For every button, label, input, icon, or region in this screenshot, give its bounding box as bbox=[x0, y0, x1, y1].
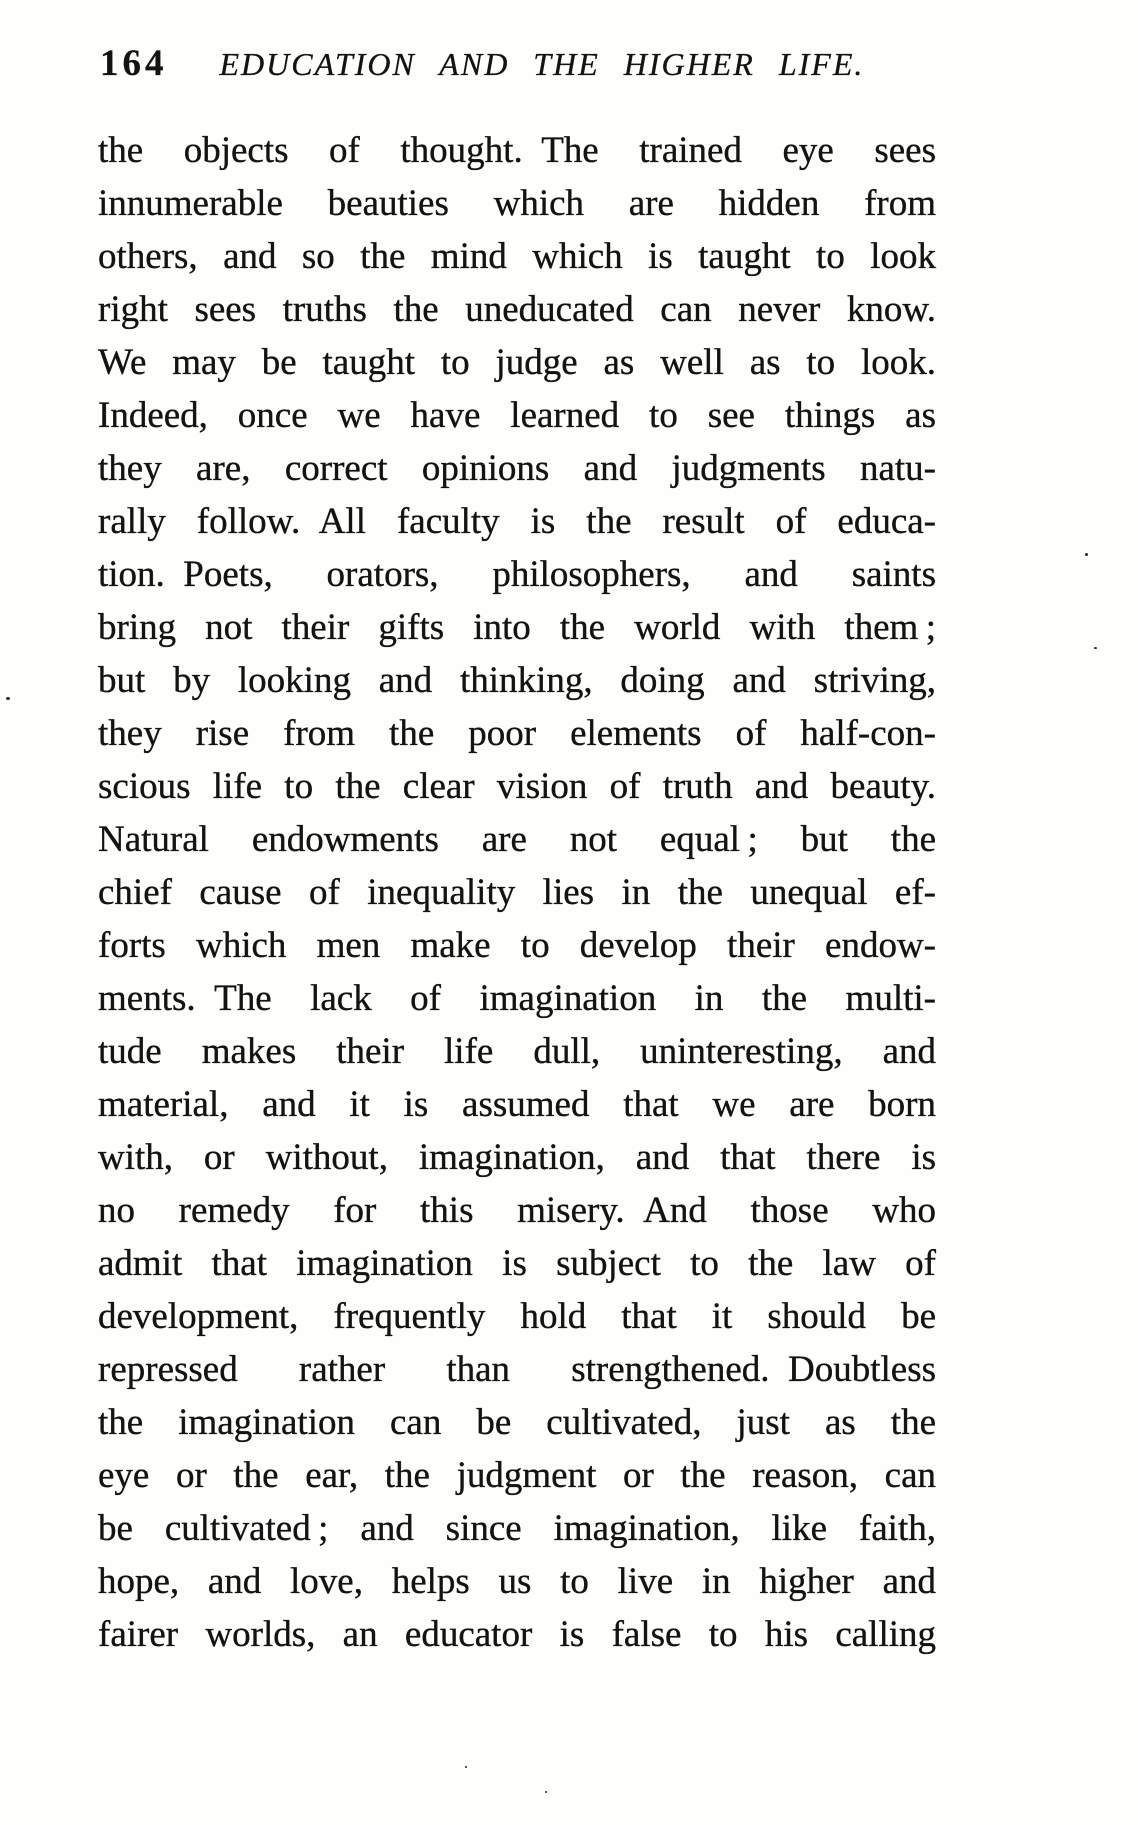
text-line: with, or without, imagination, and that there is bbox=[98, 1137, 936, 1178]
text-line: the imagination can be cultivated, just as the bbox=[98, 1402, 936, 1443]
text-line: ments. The lack of imagination in the multi- bbox=[98, 978, 936, 1019]
text-line: others, and so the mind which is taught to look bbox=[98, 236, 936, 277]
text-line: tion. Poets, orators, philosophers, and saints bbox=[98, 554, 936, 595]
scan-speck bbox=[6, 697, 10, 700]
text-line: hope, and love, helps us to live in higher and bbox=[98, 1561, 936, 1602]
text-line: scious life to the clear vision of truth and beauty. bbox=[98, 766, 936, 807]
text-line: rally follow. All faculty is the result of educa- bbox=[98, 501, 936, 542]
text-line: be cultivated ; and since imagination, like faith, bbox=[98, 1508, 936, 1549]
page-number: 164 bbox=[100, 43, 168, 84]
text-line: Indeed, once we have learned to see things as bbox=[98, 395, 936, 436]
text-line: the objects of thought. The trained eye sees bbox=[98, 130, 936, 171]
scan-speck bbox=[1085, 553, 1088, 556]
text-line: but by looking and thinking, doing and striving, bbox=[98, 660, 936, 701]
text-line: material, and it is assumed that we are born bbox=[98, 1084, 936, 1125]
text-line: admit that imagination is subject to the law of bbox=[98, 1243, 936, 1284]
body-text bbox=[98, 124, 936, 1661]
text-line: innumerable beauties which are hidden from bbox=[98, 183, 936, 224]
text-line: development, frequently hold that it should be bbox=[98, 1296, 936, 1337]
text-line: eye or the ear, the judgment or the reason, can bbox=[98, 1455, 936, 1496]
running-head-title: EDUCATION AND THE HIGHER LIFE. bbox=[219, 46, 865, 82]
scan-speck bbox=[465, 1766, 467, 1768]
text-line: Natural endowments are not equal ; but the bbox=[98, 819, 936, 860]
text-line: repressed rather than strengthened. Doubtless bbox=[98, 1349, 936, 1390]
text-line: bring not their gifts into the world with them ; bbox=[98, 607, 936, 648]
text-line: We may be taught to judge as well as to look. bbox=[98, 342, 936, 383]
running-head bbox=[100, 42, 940, 85]
text-line: they rise from the poor elements of half-con- bbox=[98, 713, 936, 754]
text-line: fairer worlds, an educator is false to his calling bbox=[98, 1614, 936, 1655]
scan-speck bbox=[545, 1791, 547, 1793]
text-line: no remedy for this misery. And those who bbox=[98, 1190, 936, 1231]
text-line: forts which men make to develop their endow- bbox=[98, 925, 936, 966]
text-line: tude makes their life dull, uninteresting, and bbox=[98, 1031, 936, 1072]
text-line: they are, correct opinions and judgments natu- bbox=[98, 448, 936, 489]
scan-speck bbox=[1094, 647, 1097, 649]
text-line: right sees truths the uneducated can never know. bbox=[98, 289, 936, 330]
text-line: chief cause of inequality lies in the unequal ef- bbox=[98, 872, 936, 913]
